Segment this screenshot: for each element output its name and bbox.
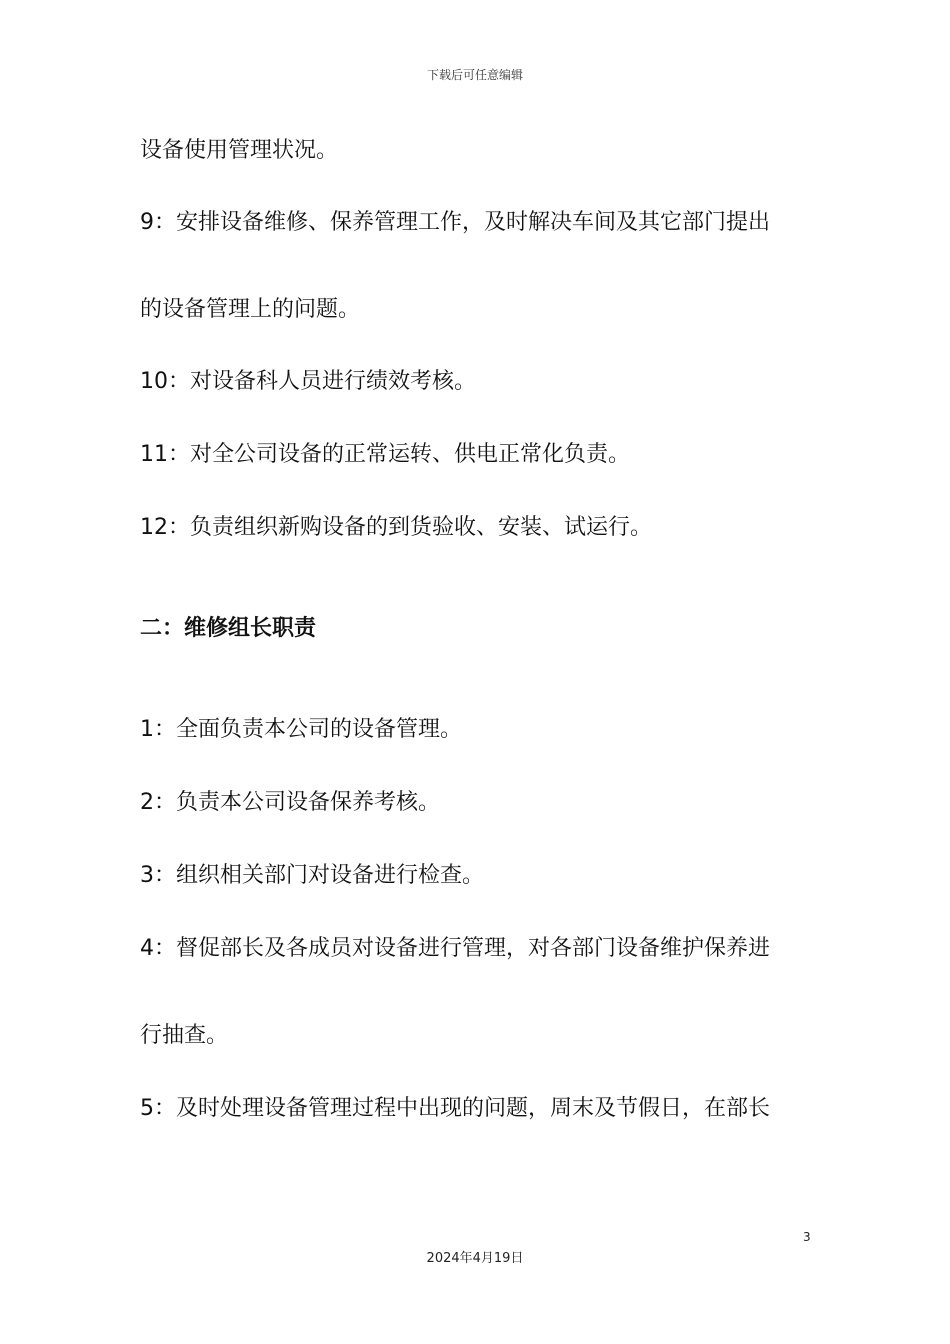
body-line: 12：负责组织新购设备的到货验收、安装、试运行。 (140, 515, 652, 540)
footer-date: 2024年4月19日 (426, 1251, 524, 1266)
body-line: 10：对设备科人员进行绩效考核。 (140, 369, 476, 394)
page-header: 下载后可任意编辑 (426, 68, 523, 82)
body-line: 行抽查。 (140, 1023, 229, 1048)
body-line: 3：组织相关部门对设备进行检查。 (140, 863, 484, 888)
body-line: 1：全面负责本公司的设备管理。 (140, 717, 462, 742)
body-line: 4：督促部长及各成员对设备进行管理，对各部门设备维护保养进 (140, 936, 770, 961)
body-line: 9：安排设备维修、保养管理工作，及时解决车间及其它部门提出 (140, 210, 770, 235)
section-heading: 二：维修组长职责 (140, 616, 317, 641)
body-line: 2：负责本公司设备保养考核。 (140, 790, 440, 815)
body-line: 设备使用管理状况。 (140, 138, 339, 163)
page-number: 3 (803, 1230, 811, 1244)
body-line: 11：对全公司设备的正常运转、供电正常化负责。 (140, 442, 630, 467)
body-line: 的设备管理上的问题。 (140, 297, 361, 322)
body-line: 5：及时处理设备管理过程中出现的问题，周末及节假日，在部长 (140, 1096, 770, 1121)
